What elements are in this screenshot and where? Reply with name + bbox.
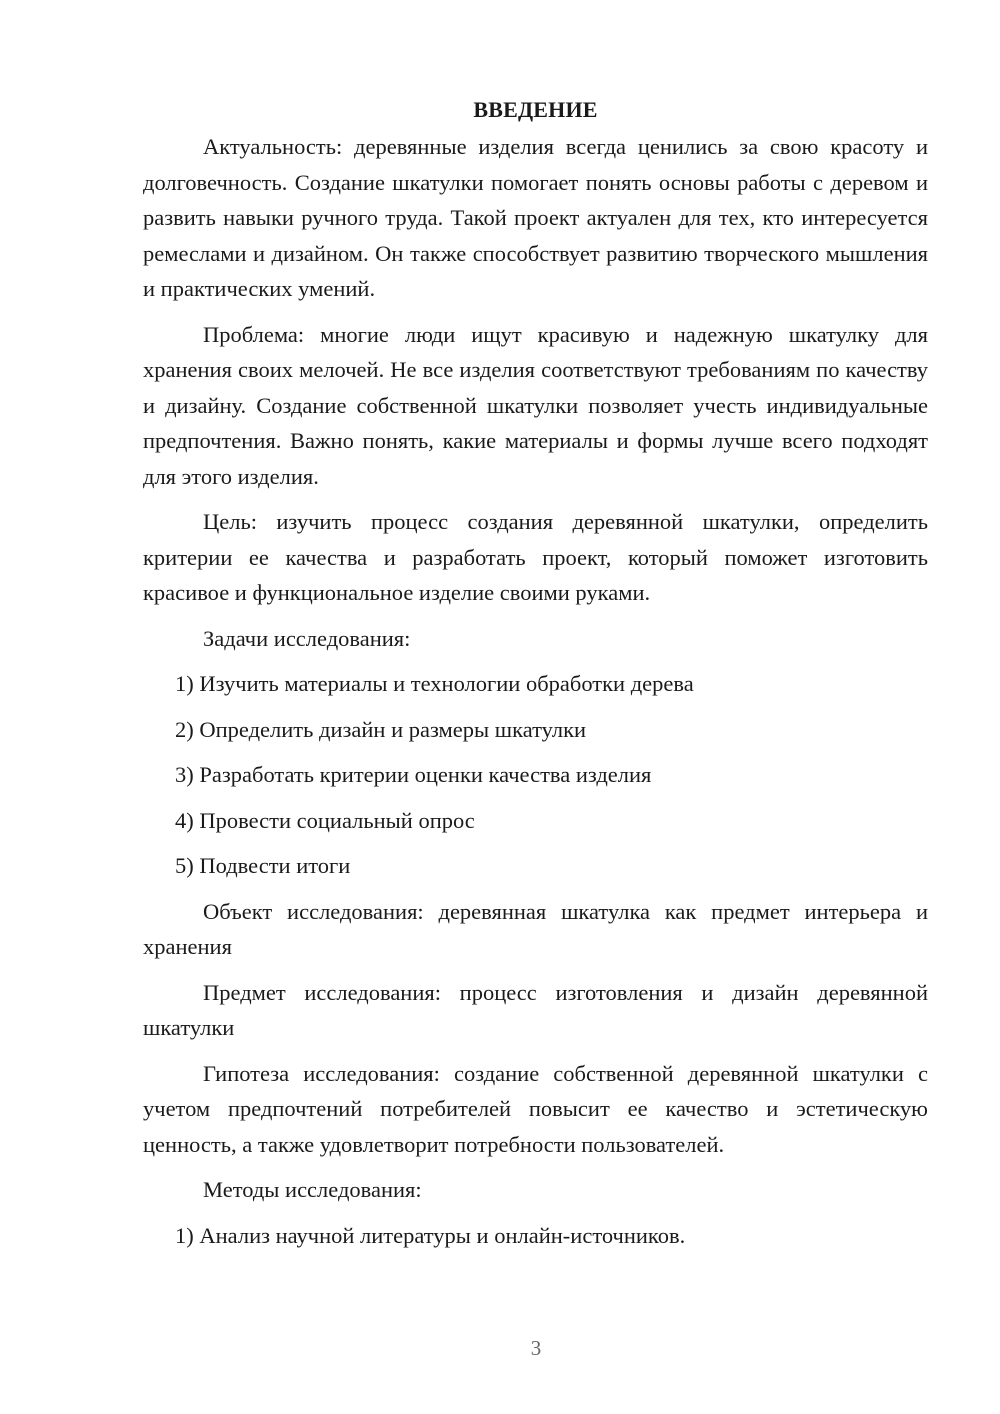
hypothesis-paragraph: Гипотеза исследования: создание собственной деревянной шкатулки с учетом предпочтений потребителей повысит ее качество и эстетическую ценность, а также удовлетворит потребности пользователей. [143, 1060, 928, 1157]
methods-heading: Методы исследования: [203, 1177, 422, 1202]
document-page [143, 95, 928, 1263]
goal-paragraph: Цель: изучить процесс создания деревянной шкатулки, определить критерии ее качества и разработать проект, который поможет изготовить красивое и функциональное изделие своими руками. [143, 509, 928, 605]
subject-paragraph: Предмет исследования: процесс изготовления и дизайн деревянной шкатулки [143, 979, 928, 1040]
actuality-paragraph: Актуальность: деревянные изделия всегда ценились за свою красоту и долговечность. Создание шкатулки помогает понять основы работы с деревом и развить навыки ручного труда. Такой проект актуален для тех, кто интересуется ремеслами и дизайном. Он также способствует развитию творческого мышления и практических умений. [143, 134, 928, 301]
task-item-3: 3) Разработать критерии оценки качества изделия [175, 762, 652, 787]
object-paragraph: Объект исследования: деревянная шкатулка как предмет интерьера и хранения [143, 898, 928, 959]
tasks-heading: Задачи исследования: [203, 625, 411, 651]
methods-list [143, 1218, 928, 1254]
task-item-1: 1) Изучить материалы и технологии обработки дерева [175, 671, 694, 696]
tasks-list [143, 666, 928, 884]
method-item-1: 1) Анализ научной литературы и онлайн-источников. [175, 1222, 686, 1248]
page-title: ВВЕДЕНИЕ [473, 97, 598, 122]
page-number: 3 [530, 1336, 542, 1360]
task-item-5: 5) Подвести итоги [175, 853, 351, 878]
task-item-2: 2) Определить дизайн и размеры шкатулки [175, 716, 587, 742]
task-item-4: 4) Провести социальный опрос [175, 807, 475, 833]
problem-paragraph: Проблема: многие люди ищут красивую и надежную шкатулку для хранения своих мелочей. Не все изделия соответствуют требованиям по качеству и дизайну. Создание собственной шкатулки позволяет учесть индивидуальные предпочтения. Важно понять, какие материалы и формы лучше всего подходят для этого изделия. [143, 321, 928, 489]
